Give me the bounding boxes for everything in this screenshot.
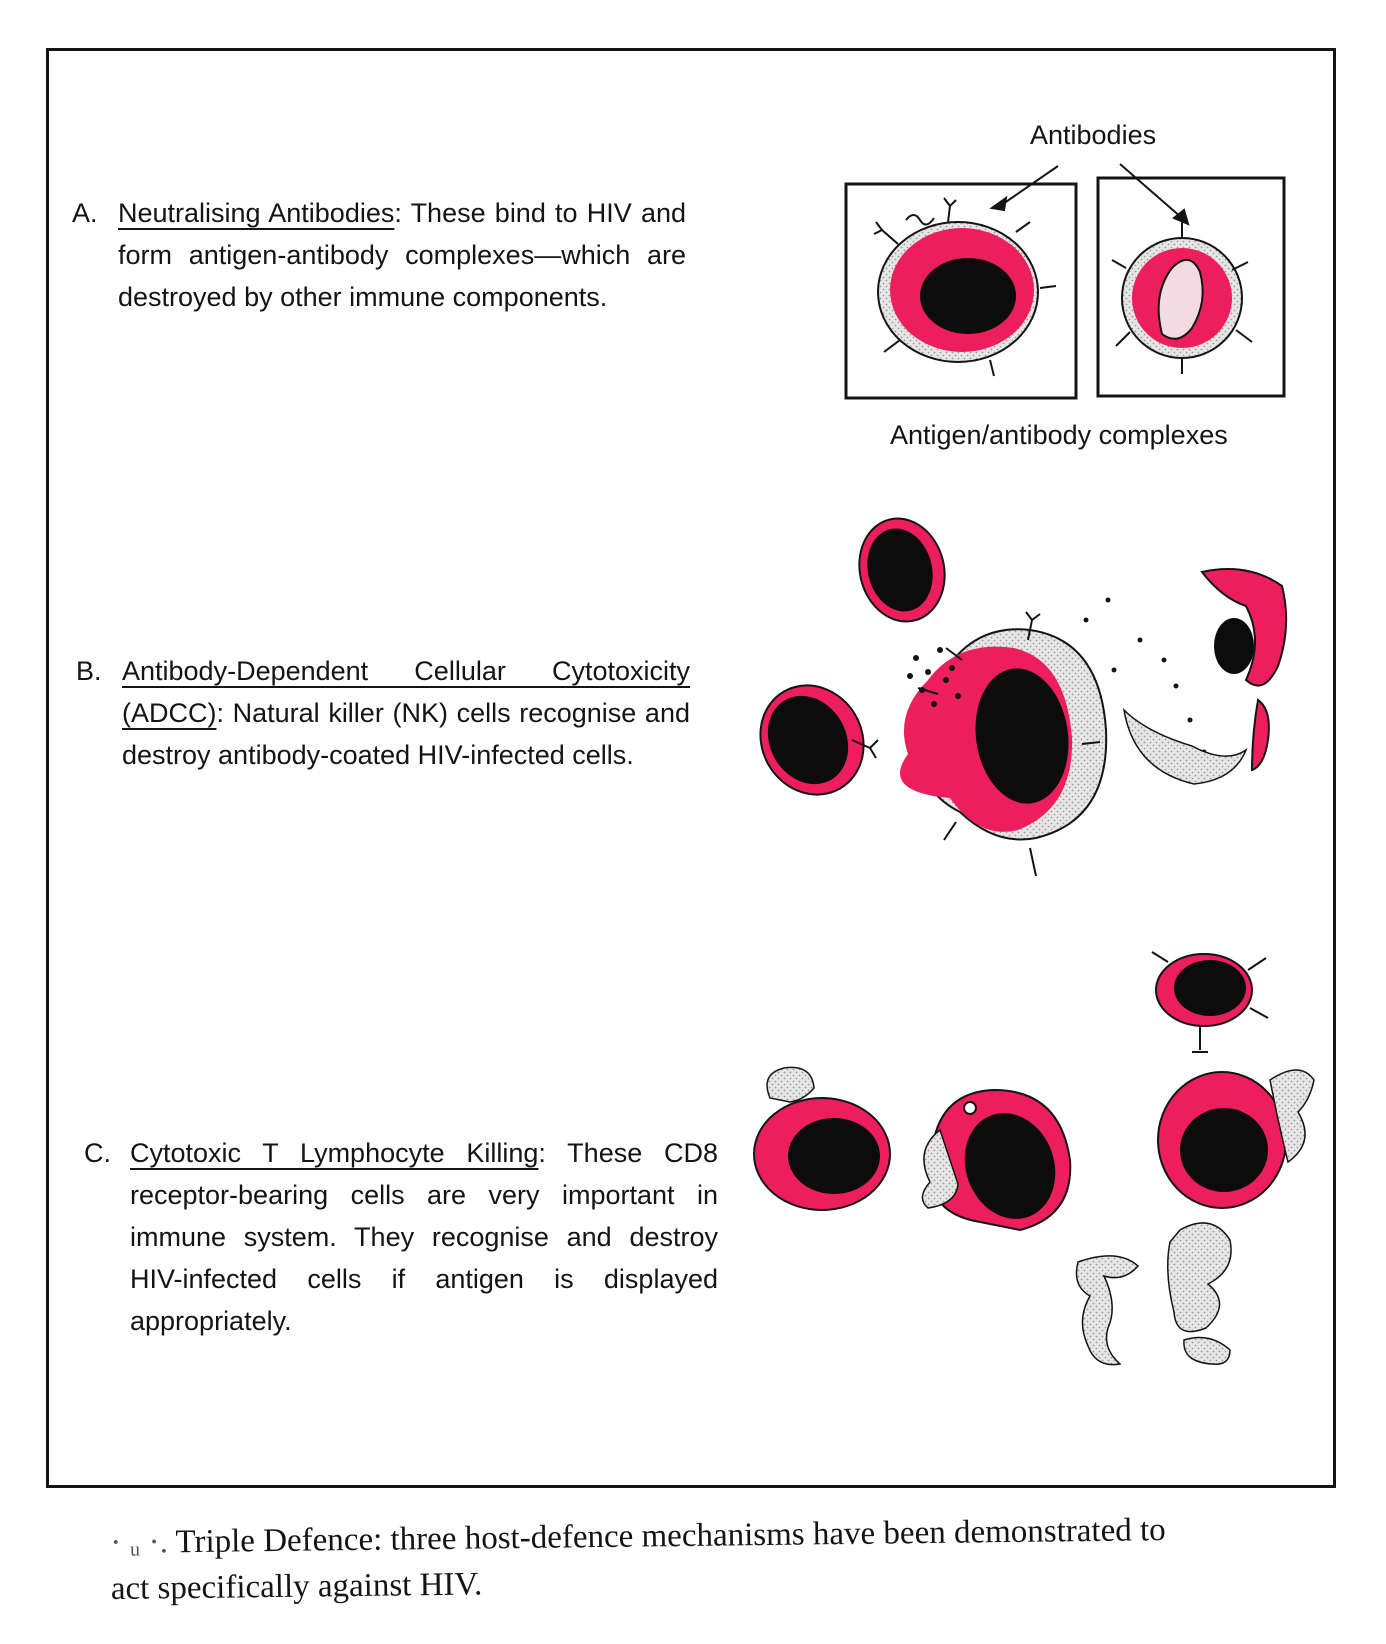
antibodies-label: Antibodies (1030, 120, 1157, 150)
section-term: Antibody-Dependent Cellular Cytotoxicity (ADCC) (122, 656, 690, 728)
section-letter: C. (84, 1138, 111, 1168)
antibody-arrows (992, 164, 1188, 224)
antigen-marker (964, 1102, 976, 1114)
cell-nucleus (1174, 960, 1246, 1016)
debris-fragment (1184, 1338, 1230, 1365)
cell-nucleus (788, 1118, 880, 1194)
debris-fragment (1077, 1256, 1139, 1365)
section-description: : These bind to HIV and form antigen-antibody complexes—which are destroyed by other immune components. (118, 198, 686, 312)
cell-nucleus (1180, 1108, 1268, 1192)
lysed-fragment (1252, 700, 1269, 770)
cell-nucleus (1214, 618, 1254, 674)
section-letter: A. (72, 198, 98, 228)
figure-caption (110, 1507, 1211, 1612)
complexes-label: Antigen/antibody complexes (890, 420, 1228, 450)
section-letter: B. (76, 656, 102, 686)
complex-panel-left (846, 184, 1076, 398)
debris-fragment (1124, 710, 1246, 784)
figure-number: · ᵤ ·. (110, 1524, 169, 1561)
ctl-cells (754, 952, 1314, 1365)
debris-fragment (1168, 1223, 1231, 1332)
complex-panel-right (1098, 178, 1284, 396)
caption-text: Triple Defence: three host-defence mechanisms have been demonstrated to act specifically against HIV. (110, 1512, 1166, 1607)
arrow-left (1000, 166, 1058, 206)
section-term: Cytotoxic T Lymphocyte Killing (130, 1138, 539, 1168)
adcc-cells (741, 509, 1286, 876)
arrow-right (1120, 164, 1182, 218)
section-description: : Natural killer (NK) cells recognise and destroy antibody-coated HIV-infected cells. (122, 698, 690, 770)
cell-nucleus (920, 258, 1016, 334)
section-term: Neutralising Antibodies (118, 198, 395, 228)
arrow-left-head (992, 198, 1006, 210)
section-description: : These CD8 receptor-bearing cells are very important in immune system. They recognise and destroy HIV-infected cells if antigen is displayed appropriately. (130, 1138, 718, 1336)
debris-fragment (767, 1067, 814, 1102)
